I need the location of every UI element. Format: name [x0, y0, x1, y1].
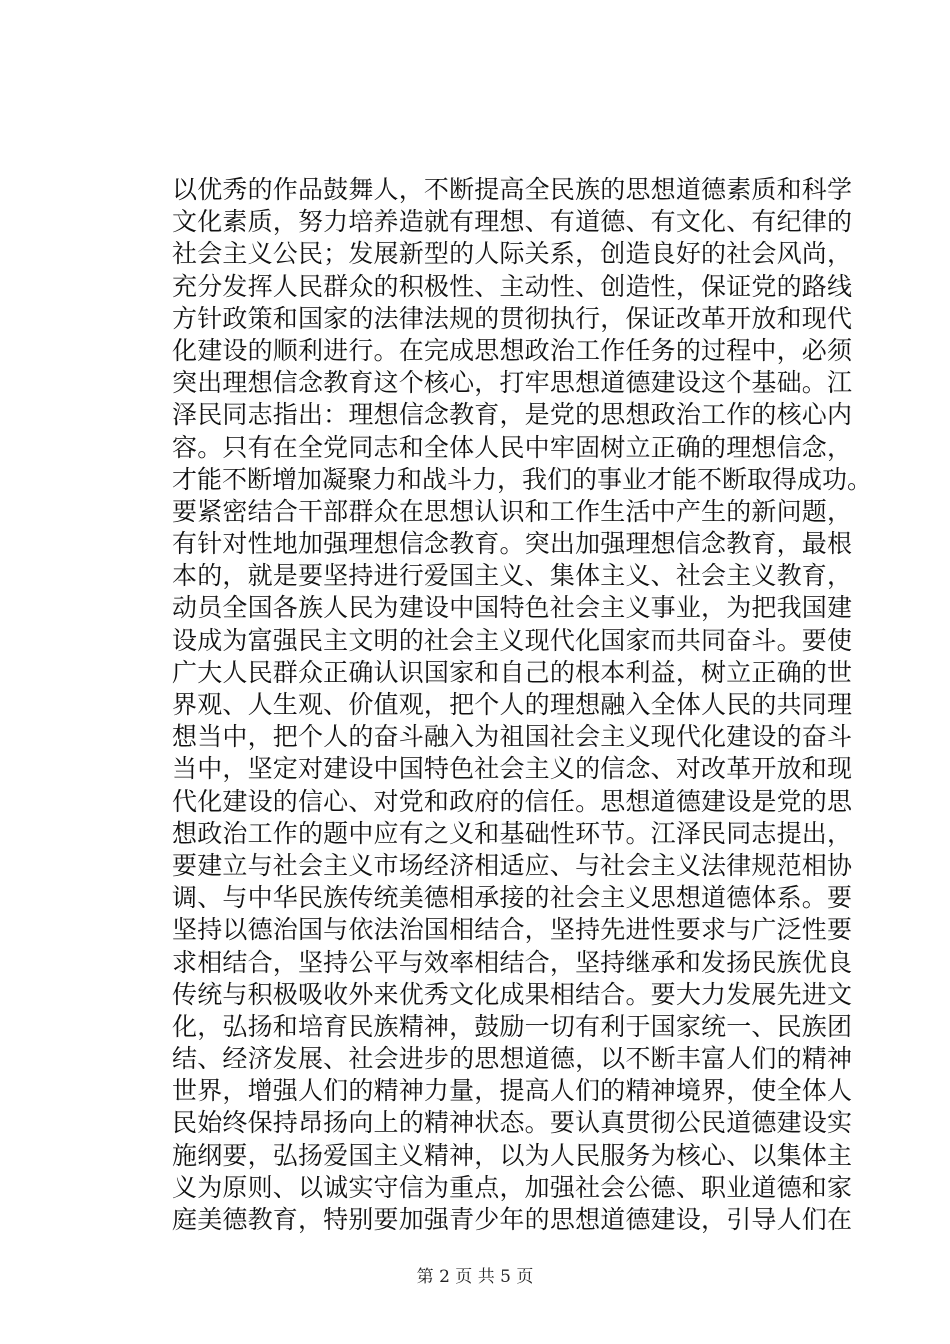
text-line: 调、与中华民族传统美德相承接的社会主义思想道德体系。要 — [172, 883, 852, 913]
text-line: 设成为富强民主文明的社会主义现代化国家而共同奋斗。要使 — [172, 625, 852, 655]
page-number-footer: 第 2 页 共 5 页 — [416, 1267, 534, 1287]
text-line: 要紧密结合干部群众在思想认识和工作生活中产生的新问题， — [172, 496, 852, 526]
body-text — [172, 174, 873, 1236]
text-line: 广大人民群众正确认识国家和自己的根本利益，树立正确的世 — [172, 657, 852, 687]
text-line: 庭美德教育，特别要加强青少年的思想道德建设，引导人们在 — [172, 1205, 852, 1234]
text-line: 义为原则、以诚实守信为重点，加强社会公德、职业道德和家 — [172, 1172, 852, 1202]
text-line: 界观、人生观、价值观，把个人的理想融入全体人民的共同理 — [172, 690, 852, 719]
text-line: 化，弘扬和培育民族精神，鼓励一切有利于国家统一、民族团 — [172, 1011, 852, 1041]
text-line: 社会主义公民；发展新型的人际关系，创造良好的社会风尚， — [172, 239, 852, 269]
text-line: 本的，就是要坚持进行爱国主义、集体主义、社会主义教育， — [172, 561, 852, 591]
text-line: 求相结合，坚持公平与效率相结合，坚持继承和发扬民族优良 — [172, 947, 852, 977]
text-line: 才能不断增加凝聚力和战斗力，我们的事业才能不断取得成功。 — [172, 464, 873, 494]
text-line: 民始终保持昂扬向上的精神状态。要认真贯彻公民道德建设实 — [172, 1108, 852, 1138]
text-line: 想当中，把个人的奋斗融入为祖国社会主义现代化建设的奋斗 — [172, 722, 852, 752]
text-line: 突出理想信念教育这个核心，打牢思想道德建设这个基础。江 — [172, 368, 852, 398]
text-line: 泽民同志指出：理想信念教育，是党的思想政治工作的核心内 — [172, 400, 852, 430]
text-line: 代化建设的信心、对党和政府的信任。思想道德建设是党的思 — [172, 786, 852, 816]
text-line: 坚持以德治国与依法治国相结合，坚持先进性要求与广泛性要 — [172, 915, 852, 945]
text-line: 有针对性地加强理想信念教育。突出加强理想信念教育，最根 — [172, 529, 852, 559]
text-line: 想政治工作的题中应有之义和基础性环节。江泽民同志提出， — [172, 818, 852, 848]
text-line: 方针政策和国家的法律法规的贯彻执行，保证改革开放和现代 — [172, 303, 852, 333]
text-line: 以优秀的作品鼓舞人，不断提高全民族的思想道德素质和科学 — [172, 175, 852, 204]
text-line: 传统与积极吸收外来优秀文化成果相结合。要大力发展先进文 — [172, 979, 852, 1009]
text-line: 世界，增强人们的精神力量，提高人们的精神境界，使全体人 — [172, 1076, 852, 1106]
text-line: 充分发挥人民群众的积极性、主动性、创造性，保证党的路线 — [172, 271, 852, 301]
text-line: 要建立与社会主义市场经济相适应、与社会主义法律规范相协 — [172, 850, 852, 880]
text-line: 容。只有在全党同志和全体人民中牢固树立正确的理想信念， — [172, 432, 852, 462]
text-line: 施纲要，弘扬爱国主义精神，以为人民服务为核心、以集体主 — [172, 1140, 852, 1170]
text-line: 化建设的顺利进行。在完成思想政治工作任务的过程中，必须 — [172, 335, 852, 365]
text-line: 文化素质，努力培养造就有理想、有道德、有文化、有纪律的 — [172, 207, 852, 237]
text-line: 动员全国各族人民为建设中国特色社会主义事业，为把我国建 — [172, 593, 852, 623]
text-line: 当中，坚定对建设中国特色社会主义的信念、对改革开放和现 — [172, 754, 852, 784]
text-line: 结、经济发展、社会进步的思想道德，以不断丰富人们的精神 — [172, 1044, 852, 1074]
